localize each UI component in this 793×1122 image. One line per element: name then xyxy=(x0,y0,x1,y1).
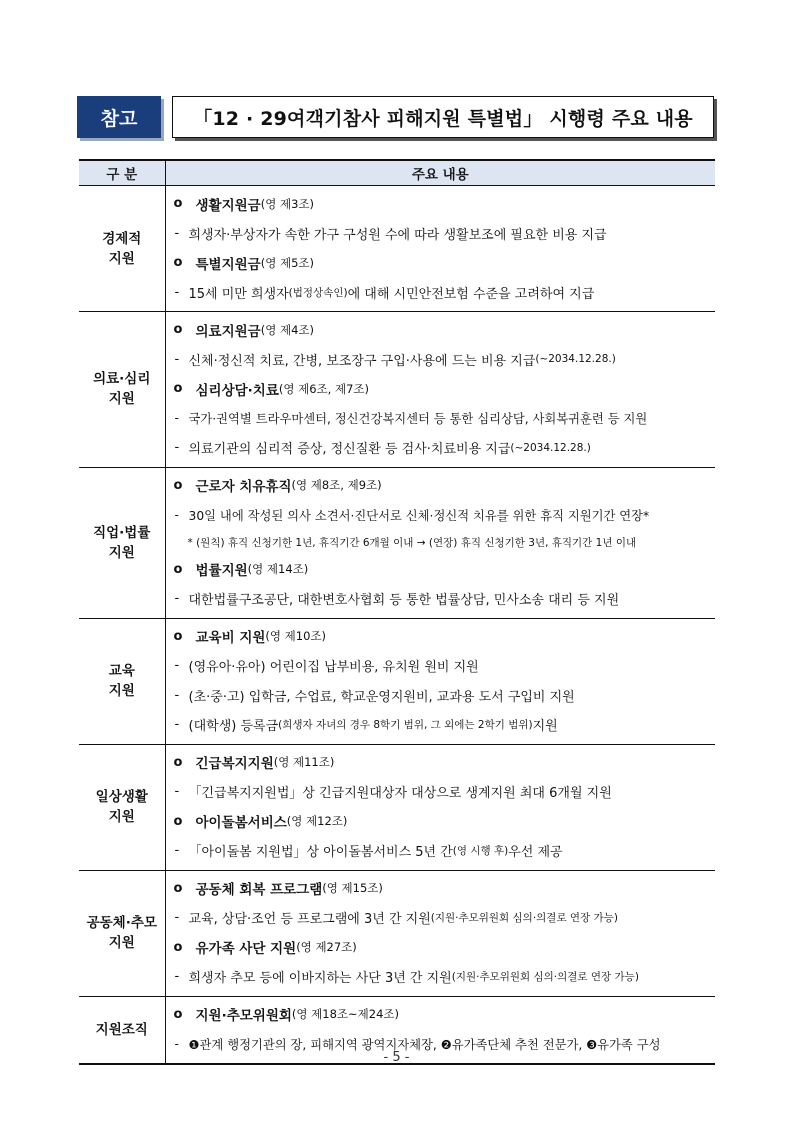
item-footnote: * (원칙) 휴직 신청기한 1년, 휴직기간 6개월 이내 → (연장) 휴직 신청기한 3년, 휴직기간 1년 이내 xyxy=(187,536,637,549)
dash-bullet-icon: - xyxy=(174,411,179,426)
item-heading-text: 근로자 치유휴직 xyxy=(195,479,292,496)
item-detail-text: 신체·정신적 치료, 간병, 보조장구 구입·사용에 드는 비용 지급 xyxy=(188,353,536,369)
item-heading-reference: (영 제15조) xyxy=(322,881,383,896)
dash-bullet-icon: - xyxy=(174,658,180,674)
bullet-circle-icon: o xyxy=(173,381,183,397)
item-heading xyxy=(174,933,716,963)
item-heading-text: 교육비 지원 xyxy=(195,630,266,647)
category-label: 교육 xyxy=(108,663,135,679)
bullet-circle-icon: o xyxy=(173,1006,183,1022)
category-cell xyxy=(79,618,165,744)
item-heading-text: 심리상담·치료 xyxy=(195,382,279,399)
category-label: 의료·심리 xyxy=(93,371,151,388)
table-row xyxy=(79,870,715,996)
category-label-line2: 지원 xyxy=(108,544,135,561)
category-label: 직업·법률 xyxy=(93,524,151,541)
bullet-circle-icon: o xyxy=(173,628,183,644)
item-heading xyxy=(174,471,716,501)
column-header-content: 주요 내용 xyxy=(165,160,715,186)
content-cell xyxy=(165,186,715,312)
item-detail-small-text: (법정상속인) xyxy=(288,286,348,299)
item-detail-text: 「아이돌봄 지원법」상 아이돌봄서비스 5년 간 xyxy=(188,845,453,861)
item-detail xyxy=(174,777,716,807)
category-cell xyxy=(79,744,165,870)
page-number: - 5 - xyxy=(383,1050,410,1065)
item-detail xyxy=(174,345,716,375)
dash-bullet-icon: - xyxy=(174,351,180,367)
category-cell xyxy=(79,312,165,468)
item-detail-text: 희생자·부상자가 속한 가구 구성원 수에 따라 생활보조에 필요한 비용 지급 xyxy=(188,227,607,243)
category-label-line2: 지원 xyxy=(108,683,135,699)
item-heading xyxy=(174,248,716,278)
item-detail-small-text: (지원·추모위원회 심의·의결로 연장 가능) xyxy=(430,912,618,925)
category-label: 공동체·추모 xyxy=(86,915,157,931)
summary-table xyxy=(79,159,715,1065)
item-heading-reference: (영 제3조) xyxy=(260,196,314,211)
dash-bullet-icon: - xyxy=(174,284,180,300)
item-heading xyxy=(174,374,716,404)
table-row xyxy=(79,186,715,312)
item-detail-small-text: (~2034.12.28.) xyxy=(535,353,616,366)
item-detail-text: 국가·권역별 트라우마센터, 정신건강복지센터 등 통한 심리상담, 사회복귀훈련 등 지원 xyxy=(188,412,648,427)
item-heading-reference: (영 제18조~제24조) xyxy=(291,1007,399,1022)
item-detail-small-text: (지원·추모위원회 심의·의결로 연장 가능) xyxy=(451,971,639,984)
item-detail-text: 의료기관의 심리적 증상, 정신질환 등 검사·치료비용 지급 xyxy=(188,442,511,458)
dash-bullet-icon: - xyxy=(174,843,180,859)
bullet-circle-icon: o xyxy=(173,477,183,493)
item-heading-text: 의료지원금 xyxy=(195,323,261,340)
table-row xyxy=(79,467,715,618)
item-detail-text: 15세 미만 희생자 xyxy=(188,286,289,302)
item-detail xyxy=(174,584,716,614)
item-heading-text: 특별지원금 xyxy=(195,256,261,273)
item-heading-reference: (영 제27조) xyxy=(296,940,357,955)
bullet-circle-icon: o xyxy=(173,880,183,896)
item-heading-text: 법률지원 xyxy=(195,563,248,580)
item-detail xyxy=(174,278,716,308)
item-detail xyxy=(174,219,716,249)
item-detail xyxy=(174,710,716,740)
item-heading xyxy=(174,555,716,585)
bullet-circle-icon: o xyxy=(173,754,183,770)
item-detail xyxy=(174,962,716,992)
column-header-category: 구 분 xyxy=(79,160,165,186)
item-detail-text: (대학생) 등록금 xyxy=(188,719,279,735)
bullet-circle-icon: o xyxy=(173,561,183,577)
item-detail xyxy=(174,836,716,866)
item-detail-text: ❶관계 행정기관의 장, 피해지역 광역지자체장, ❷유가족단체 추천 전문가, ❸유가족 구성 xyxy=(188,1037,661,1052)
category-cell xyxy=(79,870,165,996)
table-body xyxy=(79,186,715,1064)
category-label-line2: 지원 xyxy=(108,935,135,951)
item-detail xyxy=(174,404,716,434)
category-label-line2: 지원 xyxy=(108,809,135,825)
item-detail-text: (초·중·고) 입학금, 수업료, 학교운영지원비, 교과용 도서 구입비 지원 xyxy=(188,689,575,705)
category-label: 경제적 xyxy=(102,230,142,247)
bullet-circle-icon: o xyxy=(173,255,183,271)
item-heading-reference: (영 제12조) xyxy=(286,814,348,829)
item-heading xyxy=(174,1000,716,1030)
content-cell xyxy=(165,744,715,870)
item-detail-text-rest: 지원 xyxy=(532,719,558,735)
dash-bullet-icon: - xyxy=(174,687,180,703)
item-detail xyxy=(174,500,716,530)
item-heading xyxy=(174,622,716,652)
item-detail-text: (영유아·유아) 어린이집 납부비용, 유치원 원비 지원 xyxy=(188,660,479,676)
item-detail xyxy=(174,433,716,463)
item-detail xyxy=(174,681,716,711)
bullet-circle-icon: o xyxy=(173,939,183,955)
content-cell xyxy=(165,312,715,468)
header xyxy=(77,96,715,138)
table-header-row xyxy=(79,160,715,186)
item-heading-text: 공동체 회복 프로그램 xyxy=(195,882,323,899)
dash-bullet-icon: - xyxy=(174,507,179,522)
item-detail-text-rest: 에 대해 시민안전보험 수준을 고려하여 지급 xyxy=(347,286,595,302)
item-heading-reference: (영 제5조) xyxy=(260,255,314,270)
table-row xyxy=(79,618,715,744)
item-heading xyxy=(174,807,716,837)
content-cell xyxy=(165,870,715,996)
item-heading-text: 긴급복지지원 xyxy=(195,756,274,773)
dash-bullet-icon: - xyxy=(174,969,180,985)
category-cell xyxy=(79,467,165,618)
item-heading-text: 지원·추모위원회 xyxy=(195,1008,292,1025)
item-heading xyxy=(174,315,716,345)
category-label-line2: 지원 xyxy=(108,250,135,267)
item-heading-reference: (영 제4조) xyxy=(260,322,314,337)
category-label: 지원조직 xyxy=(95,1021,148,1038)
item-detail-small-text: (영 시행 후) xyxy=(452,845,509,858)
dash-bullet-icon: - xyxy=(174,225,180,241)
bullet-circle-icon: o xyxy=(173,196,183,212)
item-detail xyxy=(174,651,716,681)
item-heading-reference: (영 제6조, 제7조) xyxy=(278,381,369,396)
item-heading xyxy=(174,189,716,219)
item-heading xyxy=(174,874,716,904)
item-heading-text: 아이돌봄서비스 xyxy=(195,815,287,832)
item-heading xyxy=(174,748,716,778)
dash-bullet-icon: - xyxy=(174,910,180,926)
item-detail-text: 30일 내에 작성된 의사 소견서·진단서로 신체·정신적 치유를 위한 휴직 지원기간 연장* xyxy=(188,508,650,523)
item-heading-reference: (영 제11조) xyxy=(273,755,335,770)
dash-bullet-icon: - xyxy=(174,1036,179,1051)
item-heading-reference: (영 제8조, 제9조) xyxy=(291,478,382,493)
category-label-line2: 지원 xyxy=(108,391,135,408)
content-cell xyxy=(165,618,715,744)
item-detail-text: 「긴급복지지원법」상 긴급지원대상자 대상으로 생계지원 최대 6개월 지원 xyxy=(188,786,612,802)
reference-badge: 참고 xyxy=(77,96,161,138)
table-row xyxy=(79,744,715,870)
item-detail xyxy=(174,903,716,933)
bullet-circle-icon: o xyxy=(173,813,183,829)
category-label: 일상생활 xyxy=(95,789,148,805)
dash-bullet-icon: - xyxy=(174,591,180,607)
item-heading-reference: (영 제10조) xyxy=(265,629,326,644)
table-row xyxy=(79,312,715,468)
dash-bullet-icon: - xyxy=(174,717,180,733)
item-detail-text: 대한법률구조공단, 대한변호사협회 등 통한 법률상담, 민사소송 대리 등 지원 xyxy=(188,593,620,609)
item-heading-reference: (영 제14조) xyxy=(247,562,309,577)
dash-bullet-icon: - xyxy=(174,784,180,800)
item-detail-small-text: (희생자 자녀의 경우 8학기 범위, 그 외에는 2학기 범위) xyxy=(278,719,533,732)
category-cell xyxy=(79,186,165,312)
item-detail-text: 희생자 추모 등에 이바지하는 사단 3년 간 지원 xyxy=(188,971,452,987)
item-detail-text: 교육, 상담·조언 등 프로그램에 3년 간 지원 xyxy=(188,912,431,928)
item-detail-text-rest: 우선 제공 xyxy=(508,845,563,861)
item-detail-small-text: (~2034.12.28.) xyxy=(510,441,591,454)
item-heading-text: 유가족 사단 지원 xyxy=(195,941,297,958)
page-title: 「12 · 29여객기참사 피해지원 특별법」 시행령 주요 내용 xyxy=(172,96,714,138)
content-cell xyxy=(165,467,715,618)
item-heading-text: 생활지원금 xyxy=(195,197,261,214)
dash-bullet-icon: - xyxy=(174,440,180,456)
bullet-circle-icon: o xyxy=(173,322,183,338)
